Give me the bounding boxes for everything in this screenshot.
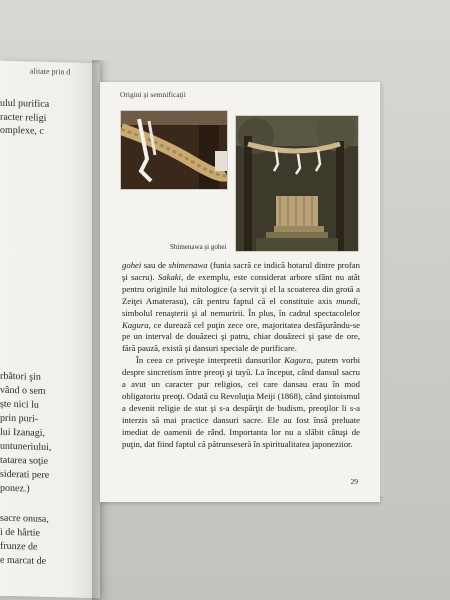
shrine-gate-image bbox=[236, 116, 358, 251]
right-page bbox=[100, 82, 380, 502]
term-sakaki: Sakaki bbox=[157, 271, 182, 282]
left-running-head: alitate prin d bbox=[30, 66, 71, 77]
text-run: , putem vorbi despre sincretism între preoţi şi tayū. La început, când dansul sacru a avut un caracter pur religios, cei care dansau erau în mod obligatoriu preoţi. Odată cu Revoluţia Meiji (1868), când şintoismul a devenit religie de stat şi s-a despărţit de budism, preoţilor li s-a interzis să mai practice dansuri sacre. Ele au fost însă preluate imediat de oamenii de rând. Importanta lor nu a slăbit câtuşi de puţin, dat fiind faptul că pătrunseseră în spiritualitatea japoneziior. bbox=[122, 355, 360, 449]
left-page-line: ponez.) bbox=[0, 482, 30, 495]
left-page-line: i de hârtie bbox=[0, 526, 40, 539]
paragraph-1 bbox=[122, 260, 360, 355]
shrine-gate-photo bbox=[235, 115, 359, 252]
left-page-line: rbători şin bbox=[0, 370, 41, 383]
paragraph-2 bbox=[122, 355, 360, 450]
text-run: , de exemplu, este considerat arbore sfânt nu atât pentru originile lui mitologice (a servit şi el la scoaterea din grotă a Zeiţei Amaterasu), cât pentru faptul că el constituie axis bbox=[122, 271, 360, 306]
term-kagura: Kagura bbox=[284, 355, 311, 366]
left-page-line: ulul purifica bbox=[0, 97, 50, 110]
left-page-line: ște nici lu bbox=[0, 398, 39, 411]
left-page-line: tatarea soţie bbox=[0, 454, 49, 467]
left-page bbox=[0, 61, 100, 599]
text-run: (funia sacră ce indică hotarul dintre profan şi sacru). bbox=[122, 260, 360, 282]
left-page-line: sacre onusa, bbox=[0, 512, 49, 525]
image-caption: Shimenawa şi gohei bbox=[170, 243, 227, 251]
left-page-line: racter religi bbox=[0, 111, 47, 124]
left-page-line: lui Izanagi, bbox=[0, 426, 45, 439]
term-gohei: gohei bbox=[122, 260, 142, 270]
shimenawa-rope-image bbox=[121, 111, 227, 189]
text-run: sau de bbox=[141, 260, 169, 270]
term-shimenawa: shimenawa bbox=[168, 260, 208, 270]
left-page-line: untuneriului, bbox=[0, 440, 52, 454]
term-kagura: Kagura bbox=[122, 319, 149, 330]
text-run: În ceea ce priveşte interpretii dansurilor bbox=[136, 355, 285, 366]
text-run: , simbolul renaşterii şi al nemuririi. În plus, în cadrul spectacolelor bbox=[122, 295, 360, 318]
body-text bbox=[122, 260, 360, 451]
left-page-line: omplexe, c bbox=[0, 124, 44, 137]
running-head: Origini şi semnificaţii bbox=[120, 90, 186, 99]
page-number: 29 bbox=[350, 477, 358, 486]
left-page-line: siderati pere bbox=[0, 468, 50, 481]
text-run: , ce durează cel puţin zece ore, majoritatea desfăşurându-se pe un interval de douăzeci şi patru, chiar douăzeci şi şase de ore, fără pauză, există şi dansuri speciale de purificare. bbox=[122, 319, 360, 354]
left-page-line: vând o sem bbox=[0, 384, 46, 397]
term-mundi: mundi bbox=[336, 295, 358, 306]
left-page-line: frunze de bbox=[0, 540, 38, 553]
shimenawa-photo bbox=[120, 110, 228, 190]
left-page-line: prin puri- bbox=[0, 412, 39, 425]
left-page-line: e marcat de bbox=[0, 554, 47, 567]
